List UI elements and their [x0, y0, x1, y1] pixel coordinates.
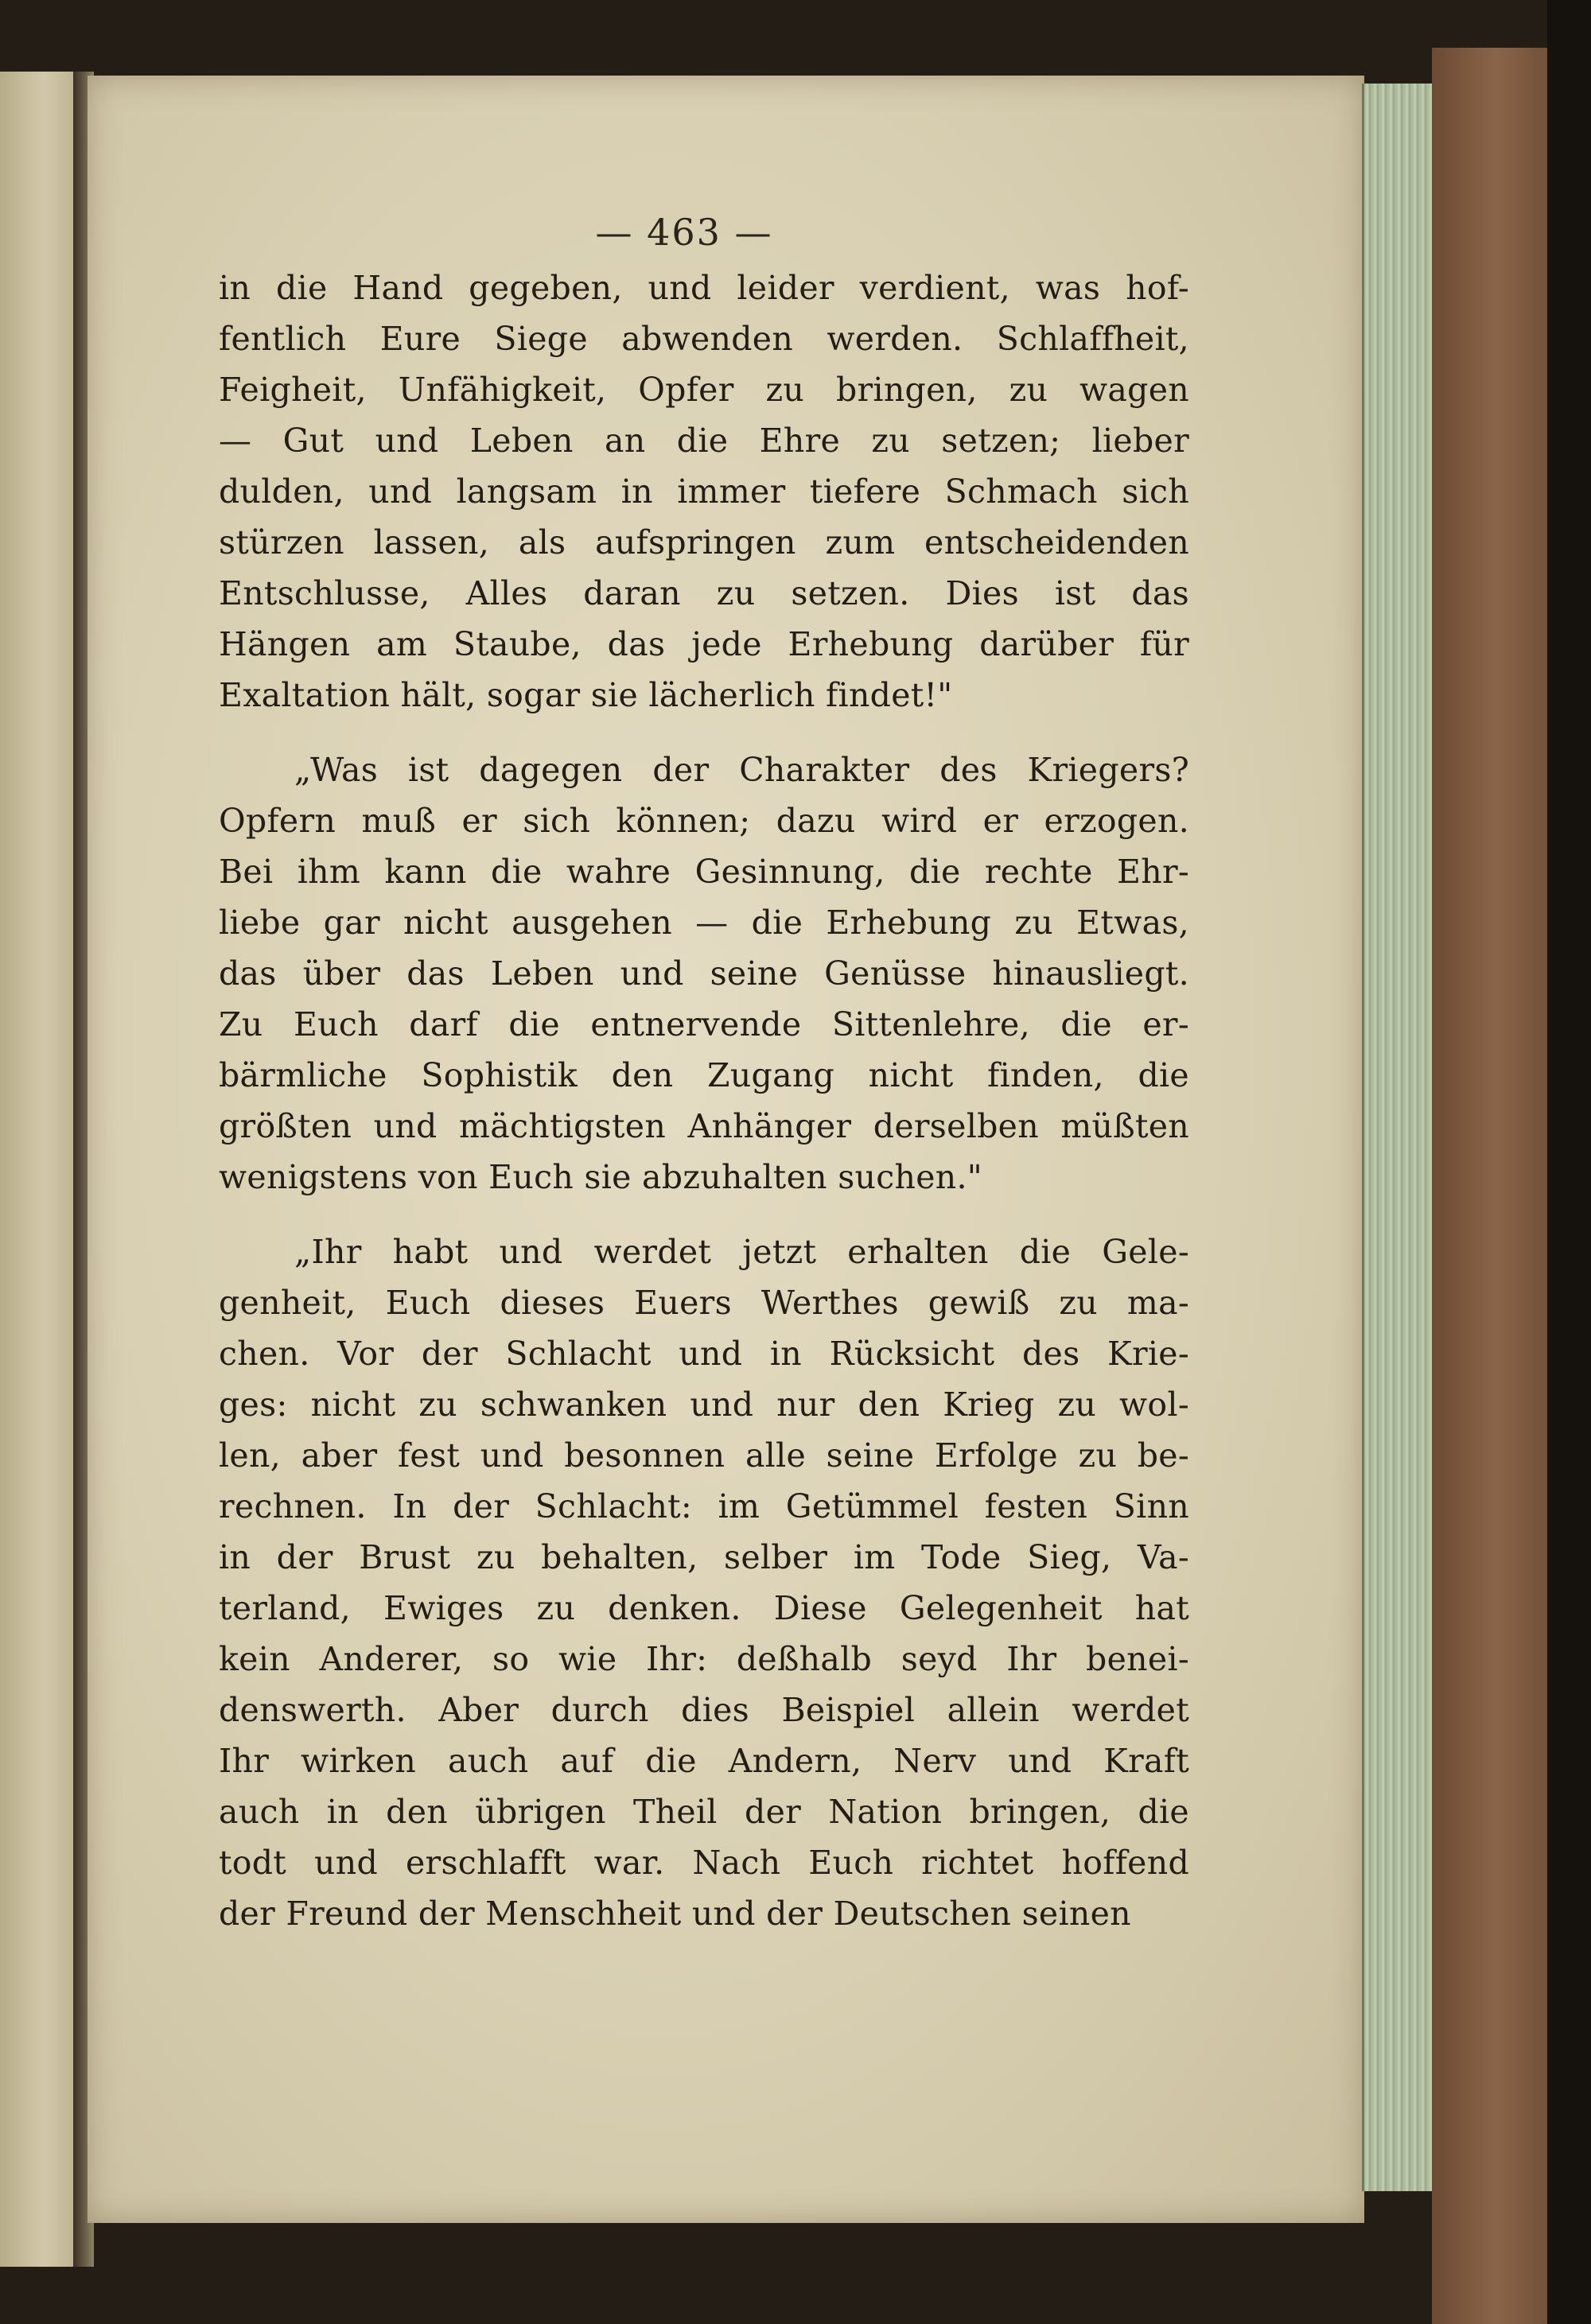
- text-line: Hängen am Staube, das jede Erhebung darüber für: [219, 625, 1189, 663]
- left-page-edge: [0, 72, 76, 2267]
- paragraph-gap: [219, 721, 1189, 744]
- text-line: größten und mächtigsten Anhänger derselben müßten: [219, 1107, 1189, 1145]
- text-line: — Gut und Leben an die Ehre zu setzen; lieber: [219, 422, 1189, 460]
- page-text: [219, 262, 1189, 1939]
- text-line: fentlich Eure Siege abwenden werden. Schlaffheit,: [219, 320, 1189, 358]
- text-line: „Was ist dagegen der Charakter des Kriegers?: [294, 751, 1189, 789]
- text-line: rechnen. In der Schlacht: im Getümmel festen Sinn: [219, 1487, 1189, 1525]
- text-line: in die Hand gegeben, und leider verdient, was hof-: [219, 269, 1189, 307]
- page-block-edge: [1362, 84, 1436, 2191]
- paragraph: [219, 262, 1189, 721]
- text-line: Zu Euch darf die entnervende Sittenlehre, die er-: [219, 1005, 1189, 1043]
- paragraph: [219, 1226, 1189, 1939]
- paragraph-gap: [219, 1203, 1189, 1226]
- text-line: wenigstens von Euch sie abzuhalten suchen.": [219, 1158, 982, 1196]
- text-line: ges: nicht zu schwanken und nur den Krieg zu wol-: [219, 1385, 1189, 1424]
- text-line: der Freund der Menschheit und der Deutschen seinen: [219, 1895, 1131, 1933]
- paragraph: [219, 744, 1189, 1203]
- text-line: denswerth. Aber durch dies Beispiel allein werdet: [219, 1691, 1189, 1729]
- background-shadow: [1547, 0, 1591, 2324]
- text-line: Opfern muß er sich können; dazu wird er erzogen.: [219, 802, 1189, 840]
- text-line: genheit, Euch dieses Euers Werthes gewiß zu ma-: [219, 1284, 1189, 1322]
- text-line: „Ihr habt und werdet jetzt erhalten die Gele-: [294, 1233, 1189, 1271]
- text-line: in der Brust zu behalten, selber im Tode Sieg, Va-: [219, 1538, 1189, 1576]
- text-line: Bei ihm kann die wahre Gesinnung, die rechte Ehr-: [219, 853, 1189, 891]
- text-line: chen. Vor der Schlacht und in Rücksicht des Krie-: [219, 1335, 1189, 1373]
- text-line: Entschlusse, Alles daran zu setzen. Dies ist das: [219, 574, 1189, 612]
- text-line: das über das Leben und seine Genüsse hinausliegt.: [219, 954, 1189, 993]
- page-number: — 463 —: [595, 211, 773, 254]
- text-line: liebe gar nicht ausgehen — die Erhebung zu Etwas,: [219, 904, 1189, 942]
- text-line: bärmliche Sophistik den Zugang nicht finden, die: [219, 1056, 1189, 1094]
- book-page: [88, 76, 1364, 2223]
- text-line: terland, Ewiges zu denken. Diese Gelegenheit hat: [219, 1589, 1189, 1627]
- text-line: Exaltation hält, sogar sie lächerlich findet!": [219, 676, 953, 714]
- text-line: kein Anderer, so wie Ihr: deßhalb seyd Ihr benei-: [219, 1640, 1189, 1678]
- text-line: len, aber fest und besonnen alle seine Erfolge zu be-: [219, 1436, 1189, 1475]
- text-line: todt und erschlafft war. Nach Euch richtet hoffend: [219, 1844, 1189, 1882]
- text-line: auch in den übrigen Theil der Nation bringen, die: [219, 1793, 1189, 1831]
- text-line: dulden, und langsam in immer tiefere Schmach sich: [219, 472, 1189, 511]
- text-line: Ihr wirken auch auf die Andern, Nerv und Kraft: [219, 1742, 1189, 1780]
- text-line: stürzen lassen, als aufspringen zum entscheidenden: [219, 523, 1189, 562]
- text-line: Feigheit, Unfähigkeit, Opfer zu bringen, zu wagen: [219, 371, 1189, 409]
